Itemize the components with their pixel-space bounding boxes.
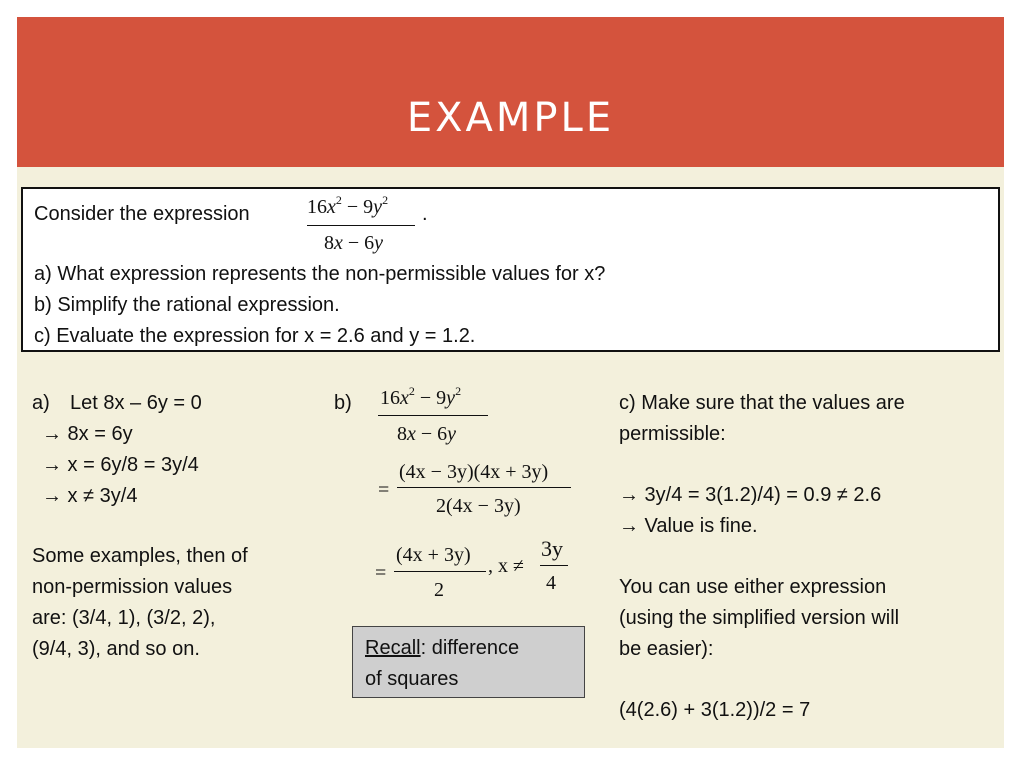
answer-a-para-1: Some examples, then of bbox=[32, 545, 248, 567]
answer-a-line1: Let 8x – 6y = 0 bbox=[70, 392, 202, 414]
answer-a-line3: → x = 6y/8 = 3y/4 bbox=[42, 454, 199, 476]
answer-b-step2-bar bbox=[397, 487, 571, 488]
slide-title: EXAMPLE bbox=[406, 95, 615, 141]
answer-c-check1: → 3y/4 = 3(1.2)/4) = 0.9 ≠ 2.6 bbox=[619, 484, 882, 506]
answer-c-check2: → Value is fine. bbox=[619, 515, 758, 537]
question-part-a: a) What expression represents the non-permissible values for x? bbox=[34, 263, 606, 285]
recall-line1 bbox=[365, 638, 519, 658]
title-banner bbox=[17, 17, 1004, 167]
answer-b-step2-equals: = bbox=[378, 479, 390, 501]
question-fraction-numerator: $16x^2 - 9y^2$ bbox=[307, 193, 389, 218]
answer-a-line4: → x ≠ 3y/4 bbox=[42, 485, 138, 507]
answer-b-step2-denominator: 2(4x − 3y) bbox=[436, 495, 521, 517]
question-fraction-bar bbox=[307, 225, 415, 226]
answer-a-label: a) bbox=[32, 392, 50, 414]
question-part-b: b) Simplify the rational expression. bbox=[34, 294, 340, 316]
question-fraction-denominator: 8x − 6y bbox=[324, 232, 384, 254]
question-period: . bbox=[422, 203, 428, 225]
question-part-c: c) Evaluate the expression for x = 2.6 and y = 1.2. bbox=[34, 325, 476, 347]
answer-b-step3-condition: , x ≠ bbox=[488, 555, 524, 577]
answer-c-para-3: be easier): bbox=[619, 638, 714, 660]
answer-a-para-4: (9/4, 3), and so on. bbox=[32, 638, 200, 660]
answer-b-step3-bar bbox=[394, 571, 486, 572]
question-fraction bbox=[307, 195, 417, 255]
recall-line2: of squares bbox=[365, 668, 459, 690]
answer-b-step1-numerator: $16x^2 - 9y^2$ bbox=[380, 384, 462, 409]
recall-rest: : difference bbox=[420, 637, 520, 659]
answer-b-condition-denominator: 4 bbox=[546, 572, 556, 594]
answer-b-step3-denominator: 2 bbox=[434, 579, 444, 601]
question-intro: Consider the expression bbox=[34, 203, 250, 225]
answer-c-result: (4(2.6) + 3(1.2))/2 = 7 bbox=[619, 699, 811, 721]
answer-a-para-3: are: (3/4, 1), (3/2, 2), bbox=[32, 607, 216, 629]
answer-b-condition-bar bbox=[540, 565, 568, 566]
answer-c-para-2: (using the simplified version will bbox=[619, 607, 900, 629]
answer-b-step2-numerator: (4x − 3y)(4x + 3y) bbox=[399, 461, 549, 483]
answer-b-step1-bar bbox=[378, 415, 488, 416]
answer-b-condition-numerator: 3y bbox=[541, 536, 563, 561]
recall-note bbox=[352, 626, 585, 698]
answer-b-step3-numerator: (4x + 3y) bbox=[396, 544, 471, 566]
question-box bbox=[21, 187, 1000, 352]
answer-c-para-1: You can use either expression bbox=[619, 576, 887, 598]
answer-b-step3-equals: = bbox=[375, 562, 387, 584]
answer-b-step1-denominator: 8x − 6y bbox=[397, 423, 457, 445]
answer-a-para-2: non-permission values bbox=[32, 576, 233, 598]
answer-b-label: b) bbox=[334, 392, 352, 414]
recall-label: Recall bbox=[365, 637, 421, 659]
answer-a-line2: → 8x = 6y bbox=[42, 423, 133, 445]
answer-c-line2: permissible: bbox=[619, 423, 726, 445]
answer-c-line1: c) Make sure that the values are bbox=[619, 392, 905, 414]
